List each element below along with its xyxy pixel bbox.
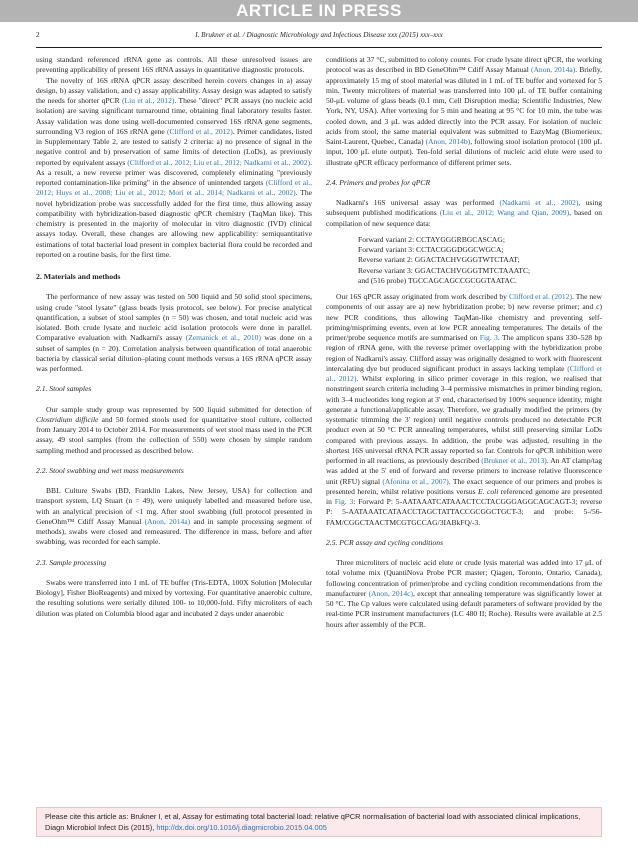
- sequence-item: Reverse variant 2: GGACTACHVGGGTWTCTAAT;: [358, 255, 520, 265]
- doi-link[interactable]: http://dx.doi.org/10.1016/j.diagmicrobio.2015.04.005: [156, 822, 327, 832]
- sequence-item: Forward variant 2: CCTAYGGGRBGCASCAG;: [358, 234, 505, 244]
- figure-link[interactable]: Fig. 3: [334, 497, 354, 506]
- citation-link[interactable]: (Liu et al., 2012; Wang and Qian, 2009): [439, 208, 570, 218]
- citation-link[interactable]: (Anon, 2014a): [144, 516, 191, 526]
- running-title: I. Brukner et al. / Diagnostic Microbiology and Infectious Disease xxx (2015) xxx–xxx: [195, 31, 443, 39]
- citation-link[interactable]: (Liu et al., 2012): [122, 96, 175, 105]
- citation-link[interactable]: (Clifford et al., 2012): [326, 363, 602, 383]
- citation-link[interactable]: (Anon, 2014b): [425, 137, 471, 146]
- citation-link[interactable]: (Clifford et al., 2012; Huys et al., 2008; Liu et al., 2012; Mori et al., 2014; Nadkarni et al., 2002): [36, 178, 312, 198]
- paragraph: The novelty of 16S rRNA qPCR assay described herein covers changes in a) assay design, b) assay validation, and c) assay applicability. Assay design was adapted to satisfy the needs for shorter qPCR (Liu et al., 2012). These "direct" PCR assays (no nucleic acid isolation) are saving significant turnaround time, obtaining final laboratory results faster. Assay validation was done using well-documented conserved 16S rRNA gene segments, surrounding V3 region of 16S rRNA gene (Clifford et al., 2012). Primer candidates, listed in Supplementary Table 2, are tested to satisfy 2 criteria: a) no presence of signal in the negative control and b) preservation of same limits of detection (LoDs), as previously reported by equivalent assays (Clifford et al., 2012; Liu et al., 2012; Nadkarni et al., 2002). As a result, a new reverse primer was discovered, completely eliminating "previously reported contamination-like priming" in the absence of unintended targets (Clifford et al., 2012; Huys et al., 2008; Liu et al., 2012; Mori et al., 2014; Nadkarni et al., 2002). The novel hybridization probe was successfully added for the first time, thus allowing assay compatibility with hybridization-based diagnostic qPCR chemistry (TaqMan like). This chemistry is presented in the majority of molecular in vitro diagnostic (IVD) clinical assays today. Overall, these changes are allowing new applicability: semiquantitative estimations of total bacterial load present in complex bacterial flora could be recorded and reported on a routine basis, for the first time.: [36, 75, 313, 259]
- right-column: [326, 55, 602, 630]
- subsection-heading: 2.3. Sample processing: [36, 557, 107, 567]
- paragraph: Nadkarni's 16S universal assay was performed (Nadkarni et al., 2002), using subsequent published modifications (Liu et al., 2012; Wang and Qian, 2009), based on compilation of new sequence data:: [326, 198, 603, 228]
- paragraph: using standard referenced rRNA gene as controls. All these unresolved issues are preventing applicability of present 16S rRNA assays in quantitative diagnostic protocols.: [36, 55, 312, 75]
- citation-link[interactable]: (Clifford et al., 2012; Liu et al., 2012; Nadkarni et al., 2002): [127, 157, 311, 167]
- paragraph: Our 16S qPCR assay originated from work described by Clifford et al. (2012). The new components of our assay are a) new hybridization probe; b) new reverse primer; and c) new PCR conditions, thus allowing TaqMan-like chemistry and preventing self-priming/mispriming events, even at low PCR annealing temperatures. The details of the primer/probe sequence motifs are summarised on Fig. 3. The amplicon spans 330–528 bp region of rRNA gene, with the reverse primer overlapping with the hybridization probe region of Nadkarni's assay. Clifford assay was originally designed to work with fluorescent intercalating dye but produced significant product in assays lacking template (Clifford et al., 2012). Whilst exploring in silico primer coverage in this region, we realised that nonstringent search criteria including 3–4 permissive mismatches in primer binding region, with 3–4 nucleotides long region at 3′ end, characterised by 100% sequence identity, might generate a functional/applicable assay. Therefore, we gradually modified the primers (by systematic trimming the 3′ region) until negative controls produced no detectable PCR product even at 50 °C PCR annealing temperatures, whilst still preserving similar LoDs compared with previous assays. In addition, the probe was adjusted, resulting in the shortest 16S universal rRNA PCR assay reported so far. Controls for qPCR inhibition were performed in all reactions, as previously described (Brukner et al., 2013). An AT clamp/tag was added at the 5′ end of forward and reverse primers to increase relative fluorescence unit (RFU) signal (Afonina et al., 2007). The exact sequence of our primers and probes is presented herein, whilst relative positions versus E. coli referenced genome are presented in Fig. 3: Forward P: 5-AATAAATCATAAACTCCTACGGGAGGCAGCAGT-3; reverse P: 5-AATAAATCATAACCTAGCTATTACCGCGGCTGCT-3; and probe: 5-/56-FAM/CGGCTAACTMCGTGCCAG/3IABkFQ/-3.: [326, 292, 602, 527]
- citation-link[interactable]: (Nadkarni et al., 2002): [499, 198, 579, 207]
- banner-text: ARTICLE IN PRESS: [236, 1, 402, 20]
- subsection-heading: 2.2. Stool swabbing and wet mass measurements: [36, 465, 184, 475]
- sequence-item: and (516 probe) TGCCAGCAGCCGCGGTAATAC.: [358, 275, 517, 285]
- subsection-heading: 2.1. Stool samples: [36, 384, 92, 394]
- citation-link[interactable]: (Afonina et al., 2007): [382, 476, 449, 486]
- figure-link[interactable]: Fig. 3: [479, 333, 498, 342]
- sequence-item: Reverse variant 3: GGACTACHVGGGTMTCTAAATC;: [358, 265, 531, 275]
- section-heading: 2. Materials and methods: [36, 272, 121, 281]
- paragraph: The performance of new assay was tested on 500 liquid and 50 solid stool specimens, using crude "stool lysate" (glass beads lysis protocol, see below). For precise analytical quantification, a subset of stool samples (n = 50) was chosen, and total nucleic acid was isolated. Both crude lysate and nucleic acid isolation protocols were done in parallel. Comparative evaluation with Nadkarni's assay (Zemanick et al., 2010) was done on a subset of samples (n = 20). Correlation analysis between quantification of total anaerobic bacteria by classical serial dilution–plating count methods versus a 16S rRNA qPCR assay was performed.: [36, 292, 312, 373]
- citation-link[interactable]: (Anon, 2014c): [368, 588, 414, 598]
- citation-link[interactable]: (Brukner et al., 2013): [481, 456, 547, 465]
- sequence-list: [358, 235, 602, 286]
- citation-footer: [36, 807, 602, 837]
- citation-link[interactable]: (Anon, 2014a): [530, 65, 576, 75]
- subsection-heading: 2.4. Primers and probes for qPCR: [326, 177, 431, 187]
- citation-link[interactable]: Clifford et al. (2012): [508, 292, 572, 301]
- paragraph: BBL Culture Swabs (BD, Franklin Lakes, New Jersey, USA) for collection and transport system, LQ Stuart (n = 49), were uniquely labelled and measured before use, with an analytical precision of <1 mg. After stool swabbing (full protocol presented in GeneOhm™ Cdiff Assay Manual (Anon, 2014a) and in sample processing segment of methods), swabs were closed and remeasured. The difference in mass, before and after swabbing, was recorded for each sample.: [36, 486, 312, 547]
- paragraph: Our sample study group was represented by 500 liquid submitted for detection of Clostridium difficile and 50 formed stools used for quantitative stool culture, collected from January 2014 to October 2014. For measurements of wet stool mass used in the PCR assay, 49 stool samples (from the collection of 550) were chosen by simple random sampling method and processed as described below.: [36, 404, 313, 455]
- subsection-heading: 2.5. PCR assay and cycling conditions: [326, 537, 444, 547]
- citation-text: Please cite this article as: Brukner I, et al, Assay for estimating total bacterial load: relative qPCR normalisation of bacterial load with associated clinical implications, Diagn Microbiol Infect Dis (2015),: [45, 812, 581, 832]
- citation-link[interactable]: (Clifford et al., 2012): [166, 126, 233, 136]
- article-in-press-banner: [0, 0, 638, 22]
- paragraph: Swabs were transferred into 1 mL of TE buffer (Tris-EDTA, 100X Solution [Molecular Biology], Fisher BioReagents) and mixed by vortexing. For quantitative anaerobic culture, the resulting solutions were serially diluted 100- to 10,000-fold. Fifty microliters of each dilution was plated on Columbia blood agar and incubated 2 days under anaerobic: [36, 577, 312, 618]
- paragraph: conditions at 37 °C, submitted to colony counts. For crude lysate direct qPCR, the working protocol was as described in BD GeneOhm™ Cdiff Assay Manual (Anon, 2014a). Briefly, approximately 15 mg of stool material was diluted in 1 mL of TE buffer and vortexed for 5 min. Twenty microliters of material was transferred into 100 μL of TE buffer containing 50-μL volume of glass beads (0.1 mm, Cell Disruption media; Scientific Industries, New York, NY, USA). After vortexing for 5 min and heating at 95 °C for 10 min, the tube was cooled down, and 3 μL was added directly into the PCR assay. For isolation of nucleic acids from stool, the same material equivalent was submitted to EazyMag (Biomerieux, Saint-Laurent, Quebec, Canada) (Anon, 2014b), following stool isolation protocol (100 μL input, 100 μL elute output). Ten-fold serial dilutions of nucleic acid elute were used to illustrate qPCR efficacy performance of different primer sets.: [326, 55, 603, 167]
- page-number: 2: [36, 31, 40, 39]
- citation-link[interactable]: (Zemanick et al., 2010): [185, 333, 261, 343]
- header-rule: [36, 47, 602, 48]
- left-column: [36, 55, 312, 619]
- sequence-item: Forward variant 3: CCTACGGGDGGCWGCA;: [358, 245, 504, 254]
- paragraph: Three microliters of nucleic acid elute or crude lysis material was added into 17 μL of total volume mix (QuantiNova Probe PCR master; Qiagen, Toronto, Ontario, Canada), following concentration of primer/probe and cycling condition recommendations from the manufacturer (Anon, 2014c), except that annealing temperature was significantly lower at 50 °C. The Cp values were calculated using default parameters of software provided by the real-time PCR instrument manufacturers (LC 480 II; Roche). Results were available at 2.5 hours after assembly of the PCR.: [326, 558, 602, 629]
- running-header: [36, 31, 602, 43]
